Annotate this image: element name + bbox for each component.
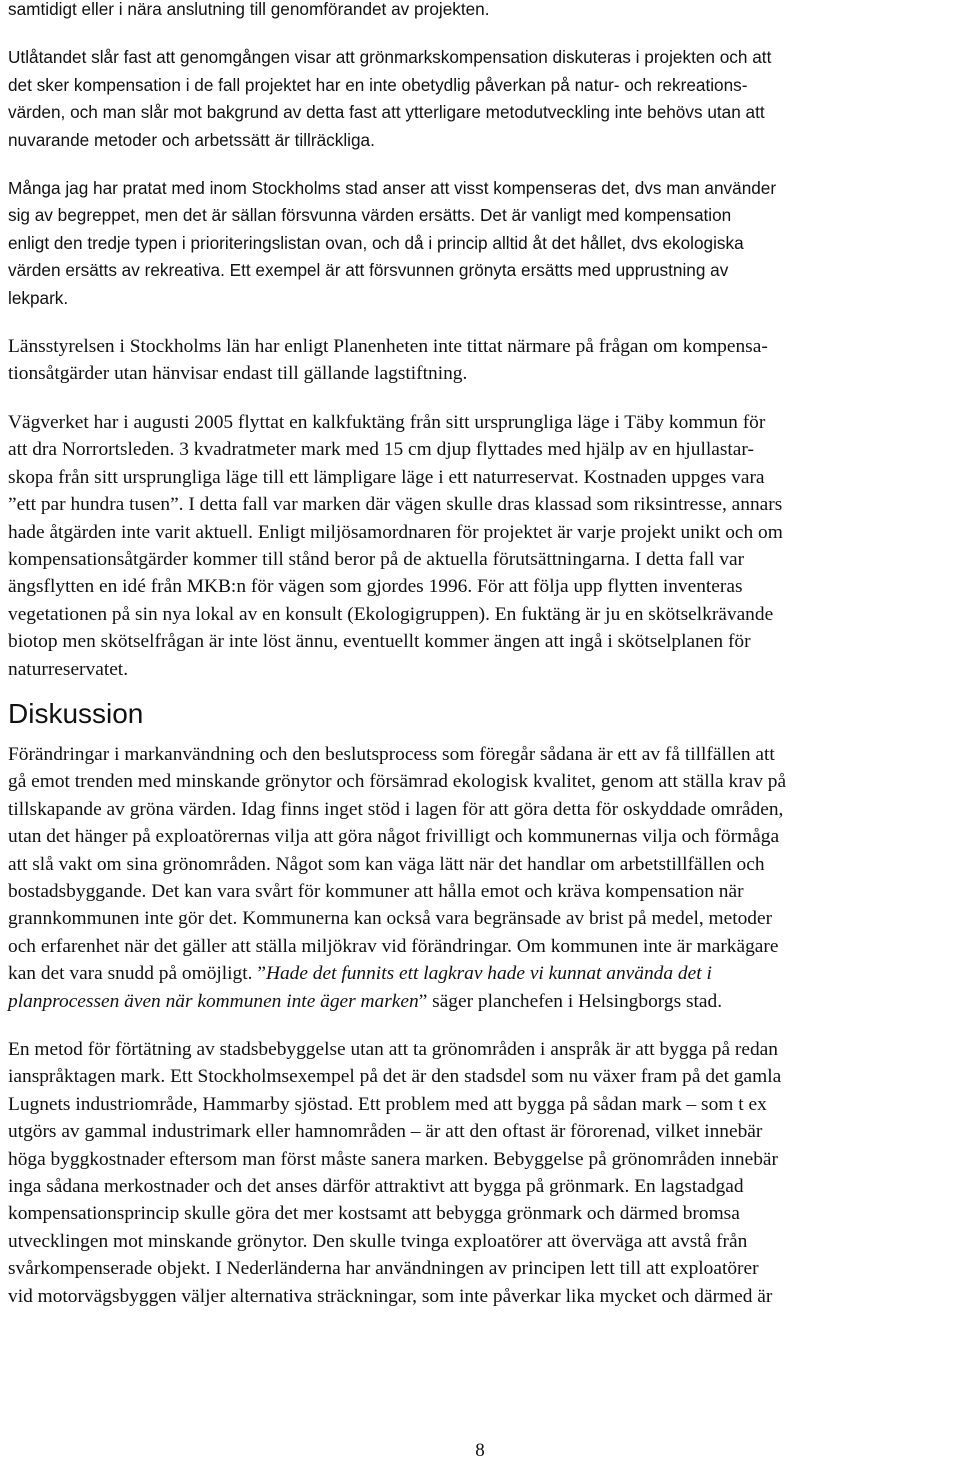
text-line: gå emot trenden med minskande grönytor och försämrad ekologisk kvalitet, genom att ställa krav på <box>8 771 787 793</box>
text-line: ianspråktagen mark. Ett Stockholmsexempel på det är den stadsdel som nu växer fram på det gamla <box>8 1066 782 1088</box>
text-line: kompensationsåtgärder kommer till stånd beror på de aktuella förutsättningarna. I detta fall var <box>8 548 745 570</box>
text-line: lekpark. <box>8 287 69 308</box>
text-line: En metod för förtätning av stadsbebyggelse utan att ta grönområden i anspråk är att bygga på redan <box>8 1039 778 1060</box>
text-line: biotop men skötselfrågan är inte löst ännu, eventuellt kommer ängen att ingå i skötselplanen för <box>8 631 751 653</box>
text-line: Lugnets industriområde, Hammarby sjöstad. Ett problem med att bygga på sådan mark – som t ex <box>8 1093 767 1115</box>
text-line: värden, och man slår mot bakgrund av detta fast att ytterligare metodutveckling inte behövs utan att <box>8 102 765 123</box>
text-line: höga byggkostnader eftersom man först måste sanera marken. Bebyggelse på grönområden innebär <box>8 1148 778 1170</box>
paragraph-carryover <box>8 0 952 23</box>
page-number: 8 <box>475 1440 485 1461</box>
text-line: tionsåtgärder utan hänvisar endast till gällande lagstiftning. <box>8 363 468 385</box>
text-line: Länsstyrelsen i Stockholms län har enligt Planenheten inte tittat närmare på frågan om kompensa- <box>8 336 768 358</box>
text-line: värden ersätts av rekreativa. Ett exempel är att försvunnen grönyta ersätts med upprustning av <box>8 260 729 281</box>
text-line <box>8 988 952 1015</box>
text-line: nuvarande metoder och arbetssätt är tillräckliga. <box>8 129 375 150</box>
text-line: bostadsbyggande. Det kan vara svårt för kommuner att hålla emot och kräva kompensation när <box>8 880 744 902</box>
text-line: samtidigt eller i nära anslutning till genomförandet av projekten. <box>8 0 490 19</box>
text-line: naturreservatet. <box>8 658 129 680</box>
paragraph-vagverket <box>8 409 952 683</box>
text-line: svårkompenserade objekt. I Nederländerna har användningen av principen lett till att exploatörer <box>8 1258 759 1280</box>
section-heading: Diskussion <box>8 697 144 729</box>
document-page <box>8 0 952 1310</box>
text-line: kompensationsprincip skulle göra det mer kostsamt att bebygga grönmark och därmed bromsa <box>8 1203 740 1225</box>
text-line <box>8 960 952 987</box>
text-line: inga sådana merkostnader och det anses därför attraktivt att bygga på grönmark. En lagstadgad <box>8 1176 744 1198</box>
text-line: Många jag har pratat med inom Stockholms stad anser att visst kompenseras det, dvs man använder <box>8 178 777 199</box>
text-line: och erfarenhet när det gäller att ställa miljökrav vid förändringar. Om kommunen inte är markägare <box>8 935 779 957</box>
text-line: att dra Norrortsleden. 3 kvadratmeter mark med 15 cm djup flyttades med hjälp av en hjullastar- <box>8 439 754 461</box>
text-run: kan det vara snudd på omöjligt. ” <box>8 963 266 985</box>
text-line: vid motorvägsbyggen väljer alternativa sträckningar, som inte påverkar lika mycket och därmed är <box>8 1285 773 1307</box>
text-line: ängsflytten en idé från MKB:n för vägen som gjordes 1996. För att följa upp flytten inventeras <box>8 576 743 598</box>
text-line: sig av begreppet, men det är sällan försvunna värden ersätts. Det är vanligt med kompensation <box>8 205 732 226</box>
text-line: enligt den tredje typen i prioriteringslistan ovan, och då i princip alltid åt det hållet, dvs ekologiska <box>8 232 744 253</box>
quote-italic: Hade det funnits ett lagkrav hade vi kunnat använda det i <box>265 963 712 985</box>
paragraph-utlatandet <box>8 44 952 154</box>
text-line: Vägverket har i augusti 2005 flyttat en kalkfuktäng från sitt ursprungliga läge i Täby kommun för <box>8 411 766 433</box>
text-line: tillskapande av gröna värden. Idag finns inget stöd i lagen för att göra detta för oskyddade områden, <box>8 798 784 820</box>
text-line: Utlåtandet slår fast att genomgången visar att grönmarkskompensation diskuteras i projekten och att <box>8 47 772 68</box>
text-line: utvecklingen mot minskande grönytor. Den skulle tvinga exploatörer att överväga att avstå från <box>8 1230 748 1252</box>
text-line: skopa från sitt ursprungliga läge till ett lämpligare läge i ett naturreservat. Kostnaden uppges vara <box>8 466 765 488</box>
text-line: vegetationen på sin nya lokal av en konsult (Ekologigruppen). En fuktäng är ju en skötselkrävande <box>8 603 774 625</box>
quote-italic: planprocessen även när kommunen inte äger marken <box>8 990 419 1012</box>
paragraph-stockholms-stad <box>8 175 952 312</box>
paragraph-lansstyrelsen <box>8 333 952 388</box>
text-line: utan det hänger på exploatörernas vilja att göra något frivilligt och kommunernas vilja och förmåga <box>8 826 780 848</box>
text-line: grannkommunen inte gör det. Kommunerna kan också vara begränsade av brist på medel, metoder <box>8 908 773 930</box>
paragraph-forandringar <box>8 741 952 1015</box>
text-line: det sker kompensation i de fall projektet har en inte obetydlig påverkan på natur- och rekreations- <box>8 74 748 95</box>
text-line: utgörs av gammal industrimark eller hamnområden – är att den oftast är förorenad, vilket innebär <box>8 1121 763 1143</box>
text-line: Förändringar i markanvändning och den beslutsprocess som föregår sådana är ett av få tillfällen att <box>8 743 775 765</box>
paragraph-fortatning <box>8 1036 952 1310</box>
text-line: hade åtgärden inte varit aktuell. Enligt miljösamordnaren för projektet är varje projekt unikt och om <box>8 521 783 543</box>
text-run: ” säger planchefen i Helsingborgs stad. <box>418 990 723 1012</box>
text-line: att slå vakt om sina grönområden. Något som kan väga lätt när det handlar om arbetstillfällen och <box>8 853 765 875</box>
text-line: ”ett par hundra tusen”. I detta fall var marken där vägen skulle dras klassad som riksintresse, annars <box>8 494 783 516</box>
